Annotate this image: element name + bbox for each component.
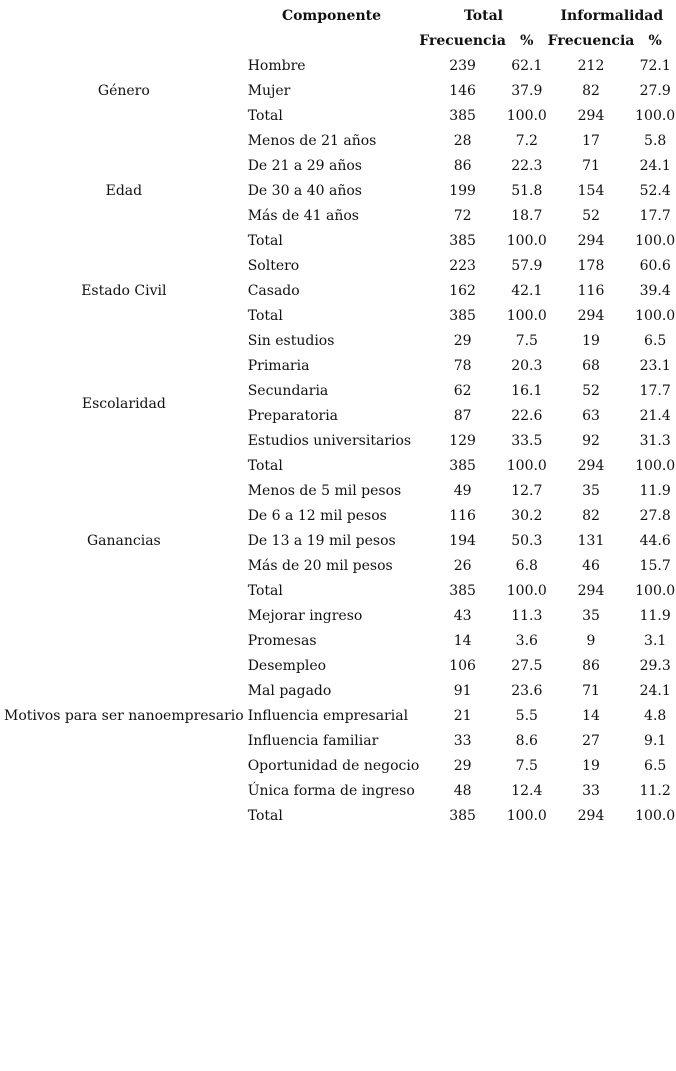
row-label: Promesas: [247, 633, 317, 649]
row-label: Primaria: [247, 358, 310, 374]
total-percent: 50.3: [511, 533, 543, 549]
row-label: Total: [247, 233, 283, 249]
header-empty: [244, 29, 420, 54]
total-frecuencia: 72: [453, 208, 472, 224]
total-percent: 30.2: [511, 508, 543, 524]
total-percent: 6.8: [515, 558, 538, 574]
total-percent: 22.6: [511, 408, 543, 424]
row-label: Mujer: [247, 83, 291, 99]
header-informalidad-frecuencia: Frecuencia: [547, 33, 635, 49]
total-frecuencia: 29: [453, 333, 472, 349]
informalidad-percent: 52.4: [639, 183, 671, 199]
informalidad-frecuencia: 294: [577, 458, 605, 474]
row-label: Desempleo: [247, 658, 327, 674]
informalidad-percent: 5.8: [644, 133, 667, 149]
row-label: Secundaria: [247, 383, 329, 399]
total-percent: 27.5: [511, 658, 543, 674]
informalidad-percent: 100.0: [635, 458, 676, 474]
informalidad-percent: 11.9: [639, 608, 671, 624]
total-percent: 3.6: [515, 633, 538, 649]
row-label: De 13 a 19 mil pesos: [247, 533, 396, 549]
informalidad-frecuencia: 9: [586, 633, 596, 649]
informalidad-frecuencia: 82: [582, 508, 600, 524]
total-percent: 100.0: [506, 108, 547, 124]
total-percent: 57.9: [511, 258, 543, 274]
total-percent: 100.0: [506, 233, 547, 249]
total-frecuencia: 78: [453, 358, 472, 374]
total-percent: 7.5: [515, 333, 538, 349]
table-row: [4, 54, 676, 79]
row-label: Menos de 5 mil pesos: [247, 483, 402, 499]
total-percent: 37.9: [511, 83, 543, 99]
informalidad-percent: 24.1: [639, 158, 671, 174]
informalidad-percent: 100.0: [635, 108, 676, 124]
row-label: Única forma de ingreso: [247, 783, 415, 799]
informalidad-frecuencia: 68: [582, 358, 600, 374]
row-label: Casado: [247, 283, 300, 299]
total-frecuencia: 48: [453, 783, 472, 799]
table-header: [4, 4, 676, 54]
total-frecuencia: 194: [449, 533, 476, 549]
total-percent: 11.3: [511, 608, 543, 624]
informalidad-percent: 3.1: [644, 633, 667, 649]
informalidad-frecuencia: 14: [582, 708, 600, 724]
total-frecuencia: 86: [453, 158, 472, 174]
total-percent: 12.4: [511, 783, 543, 799]
table-row: [4, 604, 676, 629]
total-percent: 7.2: [515, 133, 538, 149]
total-percent: 8.6: [515, 733, 538, 749]
total-percent: 100.0: [506, 308, 547, 324]
row-label: Más de 41 años: [247, 208, 359, 224]
informalidad-frecuencia: 52: [582, 383, 600, 399]
header-informalidad: Informalidad: [560, 8, 664, 24]
row-label: Total: [247, 108, 283, 124]
informalidad-percent: 6.5: [644, 333, 667, 349]
total-percent: 51.8: [511, 183, 543, 199]
total-frecuencia: 26: [453, 558, 472, 574]
group-label: Escolaridad: [81, 395, 166, 412]
informalidad-frecuencia: 33: [582, 783, 600, 799]
total-percent: 7.5: [515, 758, 538, 774]
table-row: [4, 254, 676, 279]
informalidad-frecuencia: 19: [582, 758, 600, 774]
informalidad-percent: 15.7: [639, 558, 671, 574]
informalidad-percent: 11.9: [639, 483, 671, 499]
row-label: Influencia familiar: [247, 733, 379, 749]
informalidad-frecuencia: 212: [577, 58, 605, 74]
row-label: Menos de 21 años: [247, 133, 377, 149]
total-frecuencia: 33: [453, 733, 472, 749]
row-label: Influencia empresarial: [247, 708, 409, 724]
row-label: Mal pagado: [247, 683, 332, 699]
total-frecuencia: 223: [449, 258, 476, 274]
row-label: Estudios universitarios: [247, 433, 412, 449]
informalidad-percent: 17.7: [639, 383, 671, 399]
informalidad-frecuencia: 35: [582, 483, 600, 499]
informalidad-percent: 27.9: [639, 83, 671, 99]
total-frecuencia: 239: [449, 58, 476, 74]
total-percent: 22.3: [511, 158, 543, 174]
total-frecuencia: 29: [453, 758, 472, 774]
total-frecuencia: 43: [453, 608, 472, 624]
total-frecuencia: 162: [449, 283, 476, 299]
row-label: Total: [247, 808, 283, 824]
total-frecuencia: 87: [453, 408, 472, 424]
total-percent: 42.1: [511, 283, 543, 299]
informalidad-percent: 39.4: [639, 283, 671, 299]
total-percent: 5.5: [515, 708, 538, 724]
total-percent: 33.5: [511, 433, 543, 449]
total-frecuencia: 199: [449, 183, 476, 199]
header-row-2: [4, 29, 676, 54]
total-percent: 100.0: [506, 583, 547, 599]
table-row: [4, 479, 676, 504]
total-frecuencia: 21: [453, 708, 472, 724]
row-label: De 6 a 12 mil pesos: [247, 508, 387, 524]
total-frecuencia: 385: [449, 233, 476, 249]
informalidad-frecuencia: 52: [582, 208, 600, 224]
informalidad-frecuencia: 86: [582, 658, 600, 674]
informalidad-frecuencia: 82: [582, 83, 600, 99]
informalidad-percent: 23.1: [639, 358, 671, 374]
row-label: Total: [247, 583, 283, 599]
informalidad-frecuencia: 294: [577, 583, 605, 599]
total-percent: 23.6: [511, 683, 543, 699]
informalidad-frecuencia: 35: [582, 608, 600, 624]
group-label: Edad: [105, 183, 143, 199]
informalidad-frecuencia: 178: [577, 258, 605, 274]
group-label: Estado Civil: [81, 283, 167, 299]
informalidad-percent: 17.7: [639, 208, 671, 224]
total-frecuencia: 385: [449, 458, 476, 474]
informalidad-percent: 29.3: [639, 658, 671, 674]
row-label: Hombre: [247, 58, 306, 74]
group-label: Género: [97, 83, 150, 99]
informalidad-percent: 21.4: [639, 408, 671, 424]
informalidad-frecuencia: 154: [577, 183, 605, 199]
informalidad-percent: 4.8: [644, 708, 667, 724]
row-label: Más de 20 mil pesos: [247, 558, 393, 574]
total-percent: 18.7: [511, 208, 543, 224]
informalidad-frecuencia: 19: [582, 333, 600, 349]
total-frecuencia: 146: [449, 83, 476, 99]
row-label: Mejorar ingreso: [247, 608, 363, 624]
row-label: Soltero: [247, 258, 300, 274]
informalidad-frecuencia: 46: [582, 558, 600, 574]
row-label: Total: [247, 308, 283, 324]
informalidad-percent: 27.8: [639, 508, 671, 524]
row-label: Total: [247, 458, 283, 474]
informalidad-frecuencia: 294: [577, 233, 605, 249]
total-percent: 16.1: [511, 383, 543, 399]
row-label: Oportunidad de negocio: [247, 758, 420, 774]
informalidad-frecuencia: 294: [577, 108, 605, 124]
informalidad-percent: 24.1: [639, 683, 671, 699]
table-row: [4, 129, 676, 154]
total-frecuencia: 385: [449, 808, 476, 824]
total-percent: 12.7: [511, 483, 543, 499]
informalidad-percent: 100.0: [635, 233, 676, 249]
informalidad-frecuencia: 27: [582, 733, 600, 749]
informalidad-percent: 100.0: [635, 308, 676, 324]
header-total-frecuencia: Frecuencia: [419, 33, 506, 49]
total-frecuencia: 385: [449, 308, 476, 324]
total-frecuencia: 28: [453, 133, 472, 149]
header-componente: Componente: [281, 8, 382, 24]
total-frecuencia: 91: [453, 683, 472, 699]
total-frecuencia: 385: [449, 108, 476, 124]
row-label: De 21 a 29 años: [247, 158, 362, 174]
data-table: [4, 4, 676, 829]
header-total: Total: [463, 8, 503, 24]
informalidad-percent: 44.6: [639, 533, 671, 549]
group-label: Ganancias: [86, 533, 161, 549]
informalidad-frecuencia: 116: [577, 283, 605, 299]
informalidad-percent: 60.6: [639, 258, 671, 274]
informalidad-percent: 11.2: [639, 783, 671, 799]
informalidad-percent: 9.1: [644, 733, 667, 749]
informalidad-percent: 100.0: [635, 583, 676, 599]
row-label: De 30 a 40 años: [247, 183, 362, 199]
group-label: Motivos para ser nanoempresario: [4, 708, 244, 724]
header-row-1: [4, 4, 676, 29]
informalidad-frecuencia: 131: [577, 533, 605, 549]
header-empty: [4, 29, 244, 54]
header-informalidad-percent: %: [648, 33, 662, 49]
informalidad-percent: 31.3: [639, 433, 671, 449]
total-frecuencia: 116: [449, 508, 476, 524]
informalidad-percent: 100.0: [635, 808, 676, 824]
total-frecuencia: 106: [449, 658, 476, 674]
informalidad-frecuencia: 294: [577, 808, 605, 824]
total-percent: 20.3: [511, 358, 543, 374]
total-frecuencia: 49: [453, 483, 472, 499]
informalidad-frecuencia: 71: [582, 683, 600, 699]
table-row: [4, 329, 676, 354]
total-percent: 62.1: [511, 58, 543, 74]
informalidad-percent: 6.5: [644, 758, 667, 774]
informalidad-frecuencia: 294: [577, 308, 605, 324]
total-percent: 100.0: [506, 458, 547, 474]
header-total-percent: %: [520, 33, 534, 49]
informalidad-frecuencia: 63: [582, 408, 600, 424]
total-frecuencia: 62: [453, 383, 472, 399]
table-body: [4, 54, 676, 829]
total-percent: 100.0: [506, 808, 547, 824]
total-frecuencia: 129: [449, 433, 476, 449]
header-empty: [4, 4, 244, 29]
informalidad-frecuencia: 92: [582, 433, 600, 449]
informalidad-frecuencia: 17: [582, 133, 600, 149]
row-label: Sin estudios: [247, 333, 335, 349]
informalidad-frecuencia: 71: [582, 158, 600, 174]
total-frecuencia: 385: [449, 583, 476, 599]
total-frecuencia: 14: [453, 633, 472, 649]
row-label: Preparatoria: [247, 408, 339, 424]
informalidad-percent: 72.1: [639, 58, 671, 74]
